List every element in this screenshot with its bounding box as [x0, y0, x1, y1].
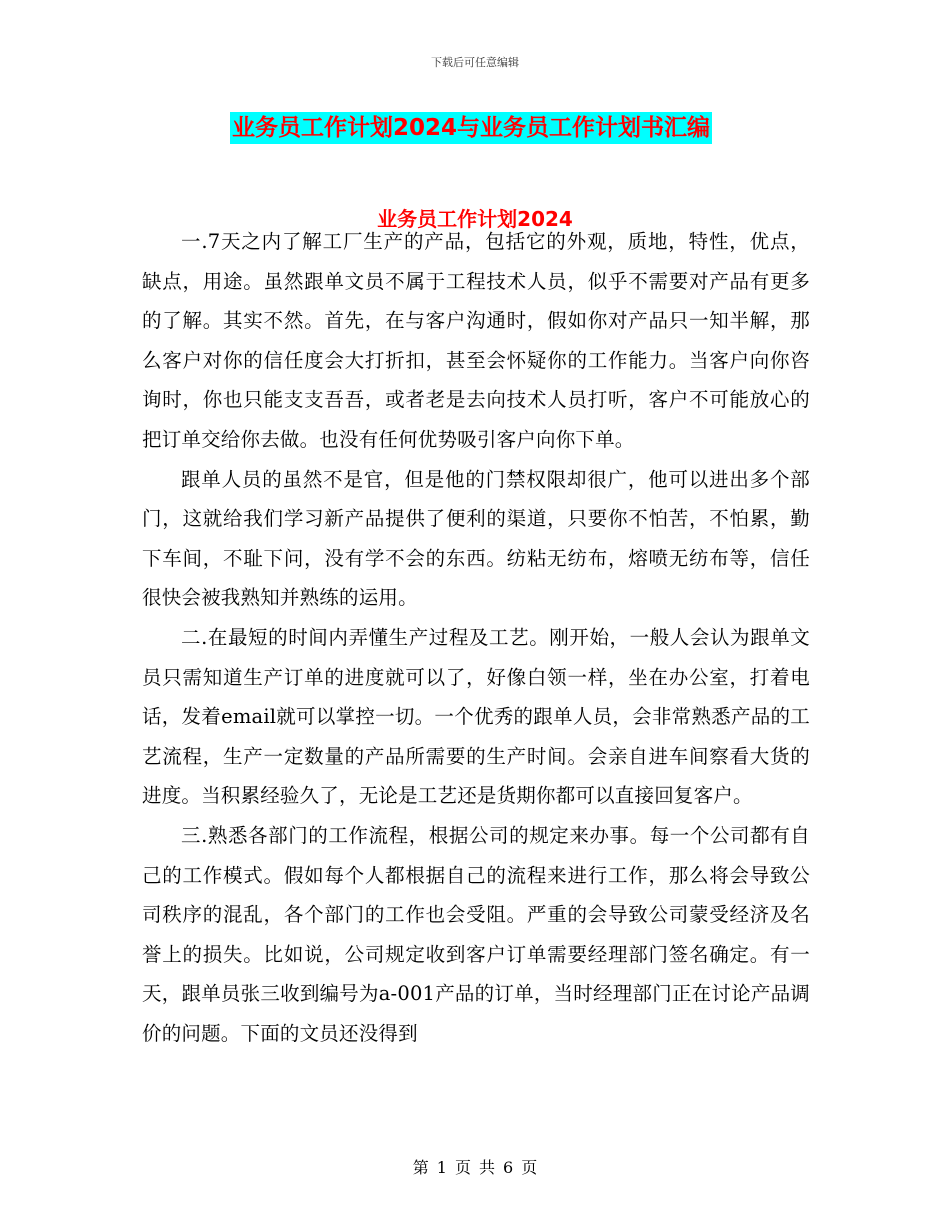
total-pages-number: 6	[503, 1158, 514, 1177]
paragraph: 二.在最短的时间内弄懂生产过程及工艺。刚开始，一般人会认为跟单文员只需知道生产订单的进度就可以了，好像白领一样，坐在办公室，打着电话，发着email就可以掌控一切。一个优秀的跟单人员，会非常熟悉产品的工艺流程，生产一定数量的产品所需要的生产时间。会亲自进车间察看大货的进度。当积累经验久了，无论是工艺还是货期你都可以直接回复客户。	[142, 625, 810, 808]
paragraph: 三.熟悉各部门的工作流程，根据公司的规定来办事。每一个公司都有自己的工作模式。假如每个人都根据自己的流程来进行工作，那么将会导致公司秩序的混乱，各个部门的工作也会受阻。严重的会导致公司蒙受经济及名誉上的损失。比如说，公司规定收到客户订单需要经理部门签名确定。有一天，跟单员张三收到编号为a-001产品的订单，当时经理部门正在讨论产品调价的问题。下面的文员还没得到	[142, 823, 810, 1045]
page-footer	[0, 1155, 950, 1178]
header-note: 下载后可任意编辑	[431, 56, 519, 69]
page-label: 第	[412, 1158, 429, 1177]
section-title: 业务员工作计划2024	[377, 207, 573, 231]
paragraph: 一.7天之内了解工厂生产的产品，包括它的外观，质地，特性，优点，缺点，用途。虽然跟单文员不属于工程技术人员，似乎不需要对产品有更多的了解。其实不然。首先，在与客户沟通时，假如你对产品只一知半解，那么客户对你的信任度会大打折扣，甚至会怀疑你的工作能力。当客户向你咨询时，你也只能支支吾吾，或者老是去向技术人员打听，客户不可能放心的把订单交给你去做。也没有任何优势吸引客户向你下单。	[142, 230, 810, 451]
current-page-number: 1	[436, 1158, 447, 1177]
page-label: 页	[521, 1158, 538, 1177]
document-body	[142, 222, 810, 1053]
paragraph: 跟单人员的虽然不是官，但是他的门禁权限却很广，他可以进出多个部门，这就给我们学习新产品提供了便利的渠道，只要你不怕苦，不怕累，勤下车间，不耻下问，没有学不会的东西。纺粘无纺布，熔喷无纺布等，信任很快会被我熟知并熟练的运用。	[142, 467, 810, 610]
page-label: 页	[454, 1158, 471, 1177]
page-label: 共	[479, 1158, 496, 1177]
main-title: 业务员工作计划2024与业务员工作计划书汇编	[230, 112, 712, 144]
